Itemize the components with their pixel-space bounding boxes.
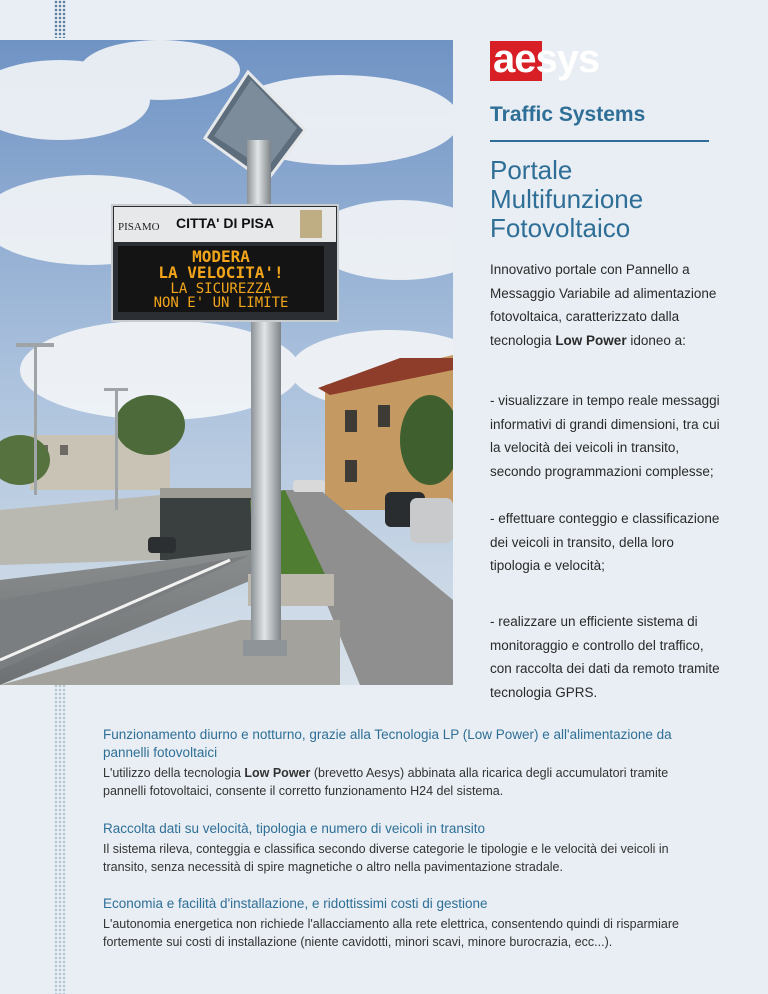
section-label: Traffic Systems [490, 103, 646, 126]
sign-header-text: CITTA' DI PISA [176, 215, 274, 231]
feature-text-3: L'autonomia energetica non richiede l'allacciamento alla rete elettrica, consentendo quindi di risparmiare fortemente sui costi di installazione (niente cavidotti, minori scavi, minore burocrazia, ecc...). [103, 917, 679, 949]
decorative-dots-side [54, 684, 66, 994]
feature-text-1-post: (brevetto Aesys) abbinata alla ricarica degli accumulatori tramite pannelli fotovoltaici, consente il corretto funzionamento H24 del sistema. [103, 766, 669, 798]
intro-paragraph [490, 258, 720, 352]
title-line-1: Portale [490, 155, 573, 185]
product-photo [0, 40, 453, 685]
title-line-3: Fotovoltaico [490, 213, 631, 243]
feature-text-2: Il sistema rileva, conteggia e classifica secondo diverse categorie le tipologie e le velocità dei veicoli in transito, senza necessità di spire magnetiche o altro nella pavimentazione stradale. [103, 842, 669, 874]
feature-heading-3: Economia e facilità d'installazione, e ridottissimi costi di gestione [103, 896, 488, 911]
intro-text: Innovativo portale con Pannello a Messaggio Variabile ad alimentazione fotovoltaica, caratterizzato dalla tecnologia [490, 262, 717, 348]
page-title [490, 156, 720, 243]
sign-brand-text: PISAMO [118, 221, 160, 233]
bullet-3: - realizzare un efficiente sistema di monitoraggio e controllo del traffico, con raccolta dei dati da remoto tramite tecnologia GPRS. [490, 614, 720, 700]
divider [490, 140, 709, 142]
feature-text-1-pre: L'utilizzo della tecnologia [103, 766, 245, 780]
decorative-dots-top [54, 0, 66, 38]
title-line-2: Multifunzione [490, 184, 644, 214]
led-line-1: MODERA [192, 247, 250, 266]
feature-block-2 [103, 820, 713, 876]
feature-text-1 [103, 764, 713, 800]
intro-tail: idoneo a: [626, 332, 686, 348]
feature-block-3 [103, 895, 713, 951]
feature-text-1-bold: Low Power [244, 766, 311, 780]
logo-text: aesys [493, 37, 600, 81]
led-line-3: LA SICUREZZA [170, 281, 272, 297]
bullet-1: - visualizzare in tempo reale messaggi informativi di grandi dimensioni, tra cui la velocità dei veicoli in transito, secondo programmazioni complesse; [490, 393, 720, 479]
led-line-2: LA VELOCITA'! [158, 263, 284, 282]
bullet-2: - effettuare conteggio e classificazione dei veicoli in transito, della loro tipologia e velocità; [490, 511, 720, 573]
feature-heading-2: Raccolta dati su velocità, tipologia e numero di veicoli in transito [103, 821, 485, 836]
intro-bold: Low Power [555, 332, 627, 348]
led-line-4: NON E' UN LIMITE [153, 295, 289, 311]
feature-block-1 [103, 726, 713, 800]
aesys-logo [490, 37, 635, 81]
feature-heading-1: Funzionamento diurno e notturno, grazie alla Tecnologia LP (Low Power) e all'alimentazione da pannelli fotovoltaici [103, 727, 672, 760]
